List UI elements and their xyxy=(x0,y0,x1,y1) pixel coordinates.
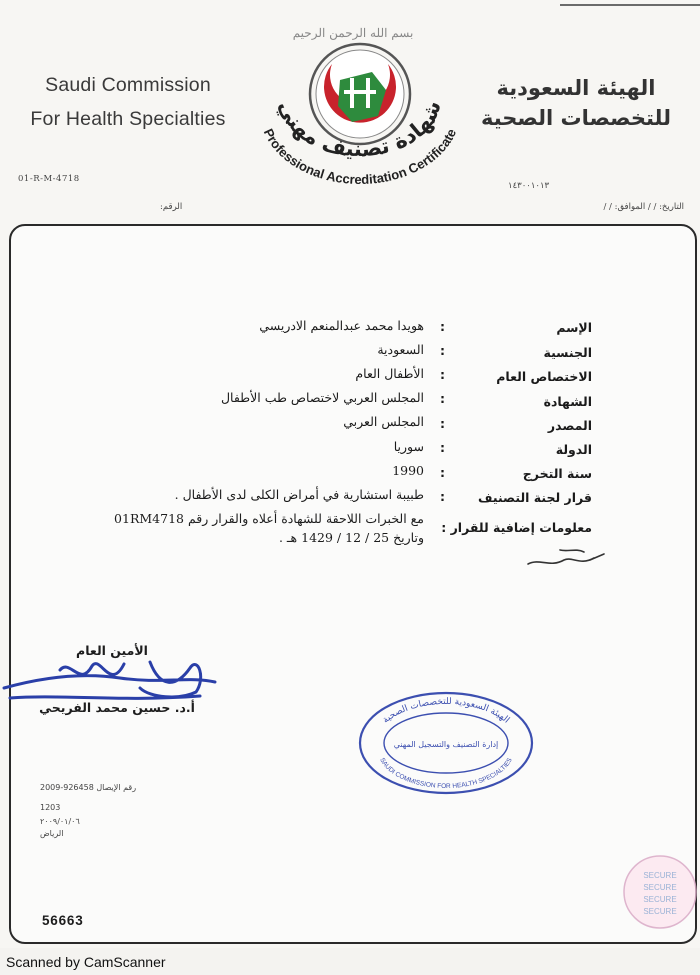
field-label-country: الدولة xyxy=(555,442,592,457)
field-value-nationality: السعودية xyxy=(377,342,424,357)
field-value-certificate: المجلس العربي لاختصاص طب الأطفال xyxy=(220,390,424,405)
secure-seal-text: SECURE xyxy=(643,883,677,892)
secure-hologram-seal xyxy=(620,852,700,932)
field-label-committee-decision: قرار لجنة التصنيف xyxy=(477,490,592,505)
logo-arabic-text: شهادة تصنيف مهني xyxy=(274,97,446,162)
field-colon: : xyxy=(440,343,445,358)
field-colon: : xyxy=(440,416,445,431)
basmala: بسم الله الرحمن الرحيم xyxy=(292,26,414,40)
org-name-en-line2: For Health Specialties xyxy=(30,108,226,130)
field-value-country: سوريا xyxy=(393,439,424,454)
org-name-en-line1: Saudi Commission xyxy=(45,74,211,96)
field-colon: : xyxy=(440,440,445,455)
org-name-ar-line1: الهيئة السعودية xyxy=(496,76,656,100)
scanner-footer: Scanned by CamScanner xyxy=(6,954,166,970)
registration-line1: 2009-926458 رقم الإيصال xyxy=(40,783,137,792)
field-colon: : xyxy=(440,367,445,382)
reference-label: الرقم: xyxy=(160,202,183,212)
logo-english-text: Professional Accreditation Certificate xyxy=(260,126,460,188)
secure-seal-text: SECURE xyxy=(643,907,677,916)
field-label-specialty: الاختصاص العام xyxy=(496,369,592,384)
official-stamp xyxy=(356,690,536,796)
additional-info-line2: وتاريخ 25 / 12 / 1429 هـ . xyxy=(278,530,424,545)
field-value-grad-year: 1990 xyxy=(392,463,424,478)
field-label-certificate: الشهادة xyxy=(543,394,592,409)
registration-line4: الرياض xyxy=(40,829,64,838)
field-colon: : xyxy=(440,391,445,406)
registration-line3: ٢٠٠٩/٠١/٠٦ xyxy=(40,817,80,826)
field-colon: : xyxy=(440,319,445,334)
field-label-nationality: الجنسية xyxy=(543,345,592,360)
org-name-ar-line2: للتخصصات الصحية xyxy=(480,106,672,130)
stamp-outer-text: الهيئة السعودية للتخصصات الصحية xyxy=(380,696,512,726)
page-edge-line xyxy=(560,4,700,6)
field-label-source: المصدر xyxy=(547,418,592,433)
date-row: التاريخ: / / الموافق: / / xyxy=(603,202,684,212)
reference-number: 01-R-M-4718 xyxy=(18,174,80,184)
registration-line2: 1203 xyxy=(40,803,61,812)
field-value-name: هويدا محمد عبدالمنعم الادريسي xyxy=(259,318,424,333)
stamp-english-text: SAUDI COMMISSION FOR HEALTH SPECIALTIES xyxy=(378,756,514,791)
additional-info-line1: مع الخبرات اللاحقة للشهادة أعلاه والقرار رقم 01RM4718 xyxy=(114,511,424,526)
secure-seal-text: SECURE xyxy=(643,871,677,880)
stamp-inner-text: إدارة التصنيف والتسجيل المهني xyxy=(393,740,499,749)
handwritten-initial xyxy=(520,540,610,574)
signature-title: الأمين العام xyxy=(76,643,148,658)
secure-seal-text: SECURE xyxy=(643,895,677,904)
field-value-source: المجلس العربي xyxy=(343,414,424,429)
field-value-committee-decision: طبيبة استشارية في أمراض الكلى لدى الأطفال . xyxy=(174,487,424,502)
field-colon: : xyxy=(440,489,445,504)
signatory-name: أ.د. حسين محمد الفريحي xyxy=(39,700,195,715)
field-colon: : xyxy=(440,465,445,480)
field-label-additional-info: معلومات إضافية للقرار : xyxy=(441,520,592,535)
field-label-name: الإسم xyxy=(556,320,592,335)
signature xyxy=(0,648,230,708)
hijri-number: ١٤٣٠٠١٠١٣ xyxy=(508,181,550,191)
field-label-grad-year: سنة التخرج xyxy=(522,466,592,481)
commission-logo xyxy=(240,42,480,202)
serial-number: 56663 xyxy=(42,913,84,928)
field-value-specialty: الأطفال العام xyxy=(355,366,424,381)
